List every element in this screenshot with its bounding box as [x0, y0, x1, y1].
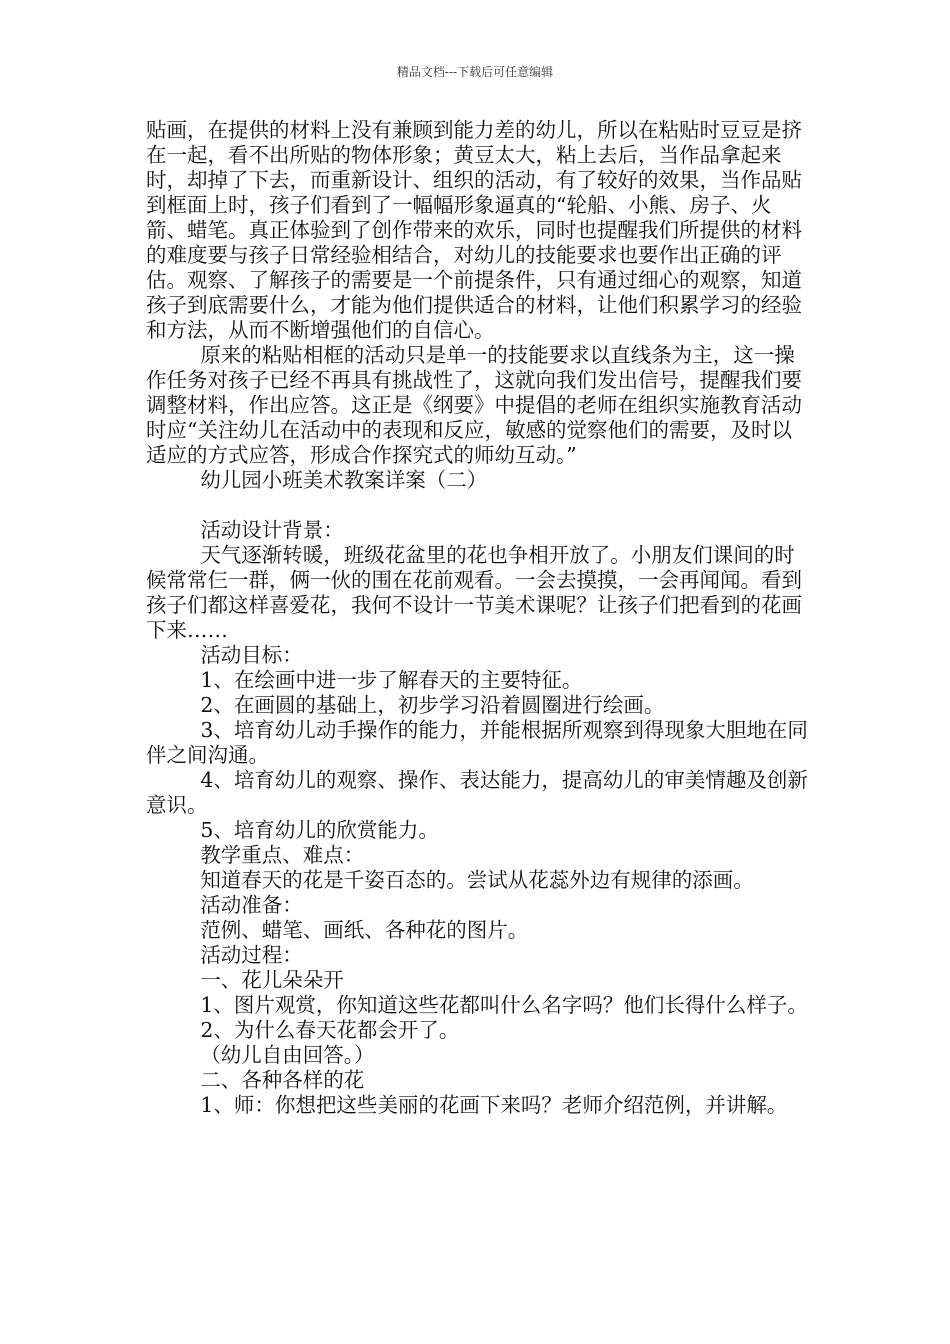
- page-header: 精品文档---下载后可任意编辑: [396, 65, 554, 79]
- subheading: 活动目标：: [200, 643, 303, 667]
- paragraph: 知道春天的花是千姿百态的。尝试从花蕊外边有规律的添画。: [200, 868, 754, 892]
- list-item: 2、在画圆的基础上，初步学习沿着圆圈进行绘画。: [200, 693, 665, 717]
- subheading: 活动准备：: [200, 893, 303, 917]
- list-item: 1、师：你想把这些美丽的花画下来吗？老师介绍范例，并讲解。: [200, 1093, 788, 1117]
- paragraph: 天气逐渐转暖，班级花盆里的花也争相开放了。小朋友们课间的时候常常仨一群，俩一伙的围在花前观看。一会去摸摸，一会再闻闻。看到孩子们都这样喜爱花，我何不设计一节美术课呢？让孩子们把看到的花画下来……: [146, 543, 802, 642]
- subheading: 二、各种各样的花: [200, 1068, 365, 1092]
- subheading: 活动过程：: [200, 943, 303, 967]
- document-body: [146, 118, 810, 1118]
- list-item: 5、培育幼儿的欣赏能力。: [200, 818, 439, 842]
- paragraph: 贴画，在提供的材料上没有兼顾到能力差的幼儿，所以在粘贴时豆豆是挤在一起，看不出所贴的物体形象；黄豆太大，粘上去后，当作品拿起来时，却掉了下去，而重新设计、组织的活动，有了较好的效果，当作品贴到框面上时，孩子们看到了一幅幅形象逼真的“轮船、小熊、房子、火箭、蜡笔。真正体验到了创作带来的欢乐，同时也提醒我们所提供的材料的难度要与孩子日常经验相结合，对幼儿的技能要求也要作出正确的评估。观察、了解孩子的需要是一个前提条件，只有通过细心的观察，知道孩子到底需要什么，才能为他们提供适合的材料，让他们积累学习的经验和方法，从而不断增强他们的自信心。: [146, 118, 802, 342]
- list-item: 3、培育幼儿动手操作的能力，并能根据所观察到得现象大胆地在同伴之间沟通。: [146, 718, 808, 767]
- list-item: 1、图片观赏，你知道这些花都叫什么名字吗？他们长得什么样子。: [200, 993, 808, 1017]
- paragraph: 范例、蜡笔、画纸、各种花的图片。: [200, 918, 529, 942]
- list-item: 1、在绘画中进一步了解春天的主要特征。: [200, 668, 583, 692]
- list-item: 2、为什么春天花都会开了。: [200, 1018, 460, 1042]
- section-title: 幼儿园小班美术教案详案（二）: [200, 468, 488, 492]
- list-item: 4、培育幼儿的观察、操作、表达能力，提高幼儿的审美情趣及创新意识。: [146, 768, 808, 817]
- paragraph: （幼儿自由回答。）: [200, 1043, 375, 1067]
- paragraph: 原来的粘贴相框的活动只是单一的技能要求以直线条为主，这一操作任务对孩子已经不再具有挑战性了，这就向我们发出信号，提醒我们要调整材料，作出应答。这正是《纲要》中提倡的老师在组织实施教育活动时应“关注幼儿在活动中的表现和反应，敏感的觉察他们的需要，及时以适应的方式应答，形成合作探究式的师幼互动。”: [146, 343, 802, 467]
- subheading: 教学重点、难点：: [200, 843, 365, 867]
- subheading: 一、花儿朵朵开: [200, 968, 344, 992]
- blank-line: [146, 493, 810, 518]
- subheading: 活动设计背景：: [200, 518, 344, 542]
